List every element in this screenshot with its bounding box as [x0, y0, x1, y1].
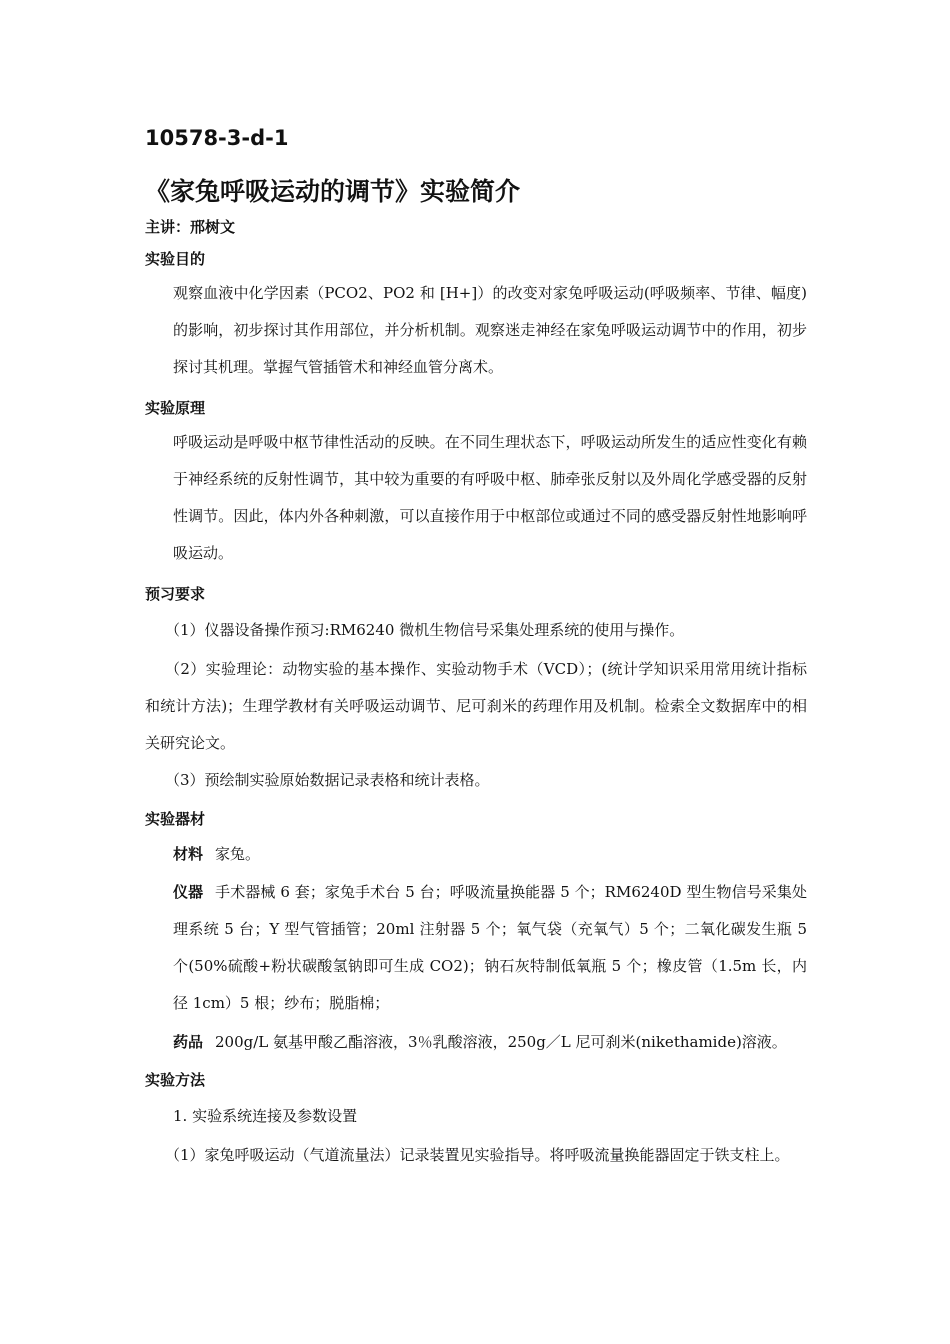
instrument-line	[173, 874, 807, 1022]
drug-label: 药品	[173, 1033, 204, 1051]
preview-item: （1）仪器设备操作预习:RM6240 微机生物信号采集处理系统的使用与操作。	[165, 621, 685, 639]
preview-item: （2）实验理论：动物实验的基本操作、实验动物手术（VCD）；(统计学知识采用常用统计指标和统计方法)；生理学教材有关呼吸运动调节、尼可刹米的药理作用及机制。检索全文数据库中的相关研究论文。	[145, 660, 807, 752]
drug-text: 200g/L 氨基甲酸乙酯溶液，3％乳酸溶液，250g／L 尼可刹米(nikethamide)溶液。	[215, 1033, 787, 1051]
material-line	[173, 836, 807, 873]
principle-paragraph: 呼吸运动是呼吸中枢节律性活动的反映。在不同生理状态下，呼吸运动所发生的适应性变化有赖于神经系统的反射性调节，其中较为重要的有呼吸中枢、肺牵张反射以及外周化学感受器的反射性调节。因此，体内外各种刺激，可以直接作用于中枢部位或通过不同的感受器反射性地影响呼吸运动。	[173, 433, 807, 562]
material-label: 材料	[173, 845, 204, 863]
preview-item: （3）预绘制实验原始数据记录表格和统计表格。	[165, 771, 490, 789]
section-heading-materials: 实验器材	[145, 810, 206, 828]
section-heading-purpose: 实验目的	[145, 250, 206, 268]
document-title: 《家兔呼吸运动的调节》实验简介	[145, 177, 521, 206]
instrument-text: 手术器械 6 套；家兔手术台 5 台；呼吸流量换能器 5 个；RM6240D 型生物信号采集处理系统 5 台；Y 型气管插管；20ml 注射器 5 个；氧气袋（充氧气）5 个；二氧化碳发生瓶 5 个(50%硫酸+粉状碳酸氢钠即可生成 CO2)；钠石灰特制低氧瓶 5 个；橡皮管（1.5m 长，内径 1cm）5 根；纱布；脱脂棉；	[173, 883, 807, 1012]
section-heading-preview: 预习要求	[145, 585, 206, 603]
drug-line	[173, 1024, 807, 1061]
method-step: 1. 实验系统连接及参数设置	[173, 1107, 358, 1125]
section-heading-methods: 实验方法	[145, 1071, 206, 1089]
material-text: 家兔。	[215, 845, 261, 863]
section-heading-principle: 实验原理	[145, 399, 206, 417]
method-substep: （1）家兔呼吸运动（气道流量法）记录装置见实验指导。将呼吸流量换能器固定于铁支柱上。	[165, 1146, 790, 1164]
instrument-label: 仪器	[173, 883, 204, 901]
purpose-paragraph: 观察血液中化学因素（PCO2、PO2 和 [H+]）的改变对家兔呼吸运动(呼吸频率、节律、幅度)的影响，初步探讨其作用部位，并分析机制。观察迷走神经在家兔呼吸运动调节中的作用，初步探讨其机理。掌握气管插管术和神经血管分离术。	[173, 284, 807, 376]
lecturer: 主讲：邢树文	[145, 218, 236, 236]
document-id: 10578-3-d-1	[145, 126, 289, 150]
